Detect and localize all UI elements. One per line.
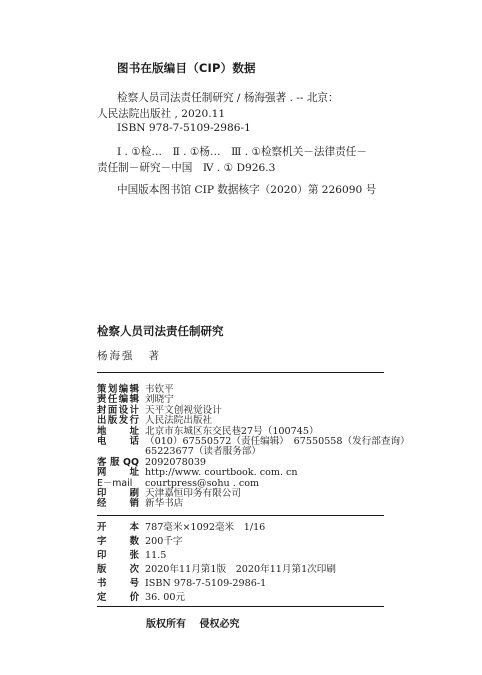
spec-label: 开本 bbox=[97, 522, 139, 533]
copyright-notice: 版权所有 侵权必究 bbox=[146, 619, 240, 630]
spec-value: 2020年11月第1版 2020年11月第1次印刷 bbox=[145, 564, 336, 575]
spec-value: ISBN 978-7-5109-2986-1 bbox=[145, 578, 267, 589]
cip-line-subject-1: Ⅰ . ①检… Ⅱ . ①杨… Ⅲ . ①检察机关－法律责任－ bbox=[117, 146, 367, 158]
cip-line-title: 检察人员司法责任制研究 / 杨海强著 . -- 北京： bbox=[117, 92, 339, 104]
spec-value: 787毫米×1092毫米 1/16 bbox=[145, 522, 266, 533]
credit-row-printer: 印刷 天津嘉恒印务有限公司 bbox=[97, 488, 241, 499]
spec-row bbox=[97, 591, 186, 605]
credit-row-responsible-editor: 责任编辑 刘晓宁 bbox=[97, 394, 174, 406]
credit-row-distributor: 经销 新华书店 bbox=[97, 498, 184, 510]
spec-row bbox=[97, 535, 183, 549]
cip-line-publisher: 人民法院出版社 , 2020.11 bbox=[97, 108, 226, 120]
divider-bottom bbox=[97, 606, 384, 607]
author-name: 杨海强 bbox=[97, 350, 135, 362]
author-role: 著 bbox=[148, 350, 159, 362]
book-title: 检察人员司法责任制研究 bbox=[97, 324, 224, 338]
spec-value: 11.5 bbox=[145, 550, 167, 561]
spec-label: 字数 bbox=[97, 536, 139, 547]
spec-label: 定价 bbox=[97, 592, 139, 603]
credit-row-phone: 电话 （010）67550572（责任编辑） 67550558（发行部查询） bbox=[97, 436, 410, 447]
credit-row-planning-editor: 策划编辑 韦钦平 bbox=[97, 384, 174, 395]
spec-value: 200千字 bbox=[145, 536, 183, 547]
cip-line-record-number: 中国版本图书馆 CIP 数据核字（2020）第 226090 号 bbox=[117, 184, 377, 196]
spec-row bbox=[97, 577, 267, 591]
credit-row-address: 地址 北京市东城区东交民巷27号（100745） bbox=[97, 425, 319, 437]
spec-label: 版次 bbox=[97, 564, 139, 575]
spec-label: 印张 bbox=[97, 550, 139, 561]
credit-row-website: 网址 http://www. courtbook. com. cn bbox=[97, 467, 298, 479]
cip-line-isbn: ISBN 978-7-5109-2986-1 bbox=[117, 122, 251, 134]
cip-line-subject-2: 责任制－研究－中国 Ⅳ . ① D926.3 bbox=[97, 162, 276, 174]
spec-value: 36. 00元 bbox=[145, 592, 186, 603]
credit-row-phone-reader: 65223677（读者服务部） bbox=[145, 446, 261, 458]
divider-top bbox=[97, 372, 384, 373]
credit-row-cover-design: 封面设计 天平文创视觉设计 bbox=[97, 404, 222, 416]
credit-row-publisher: 出版发行 人民法院出版社 bbox=[97, 415, 213, 427]
credit-row-qq: 客服QQ 2092078039 bbox=[97, 456, 207, 468]
divider-middle bbox=[97, 515, 384, 516]
credit-row-email: E－mail courtpress@sohu . com bbox=[97, 477, 260, 489]
book-author-line bbox=[97, 348, 159, 363]
cip-heading: 图书在版编目（CIP）数据 bbox=[117, 61, 256, 75]
spec-label: 书号 bbox=[97, 578, 139, 589]
spec-row bbox=[97, 549, 167, 563]
spec-row bbox=[97, 521, 266, 535]
spec-row bbox=[97, 563, 336, 577]
